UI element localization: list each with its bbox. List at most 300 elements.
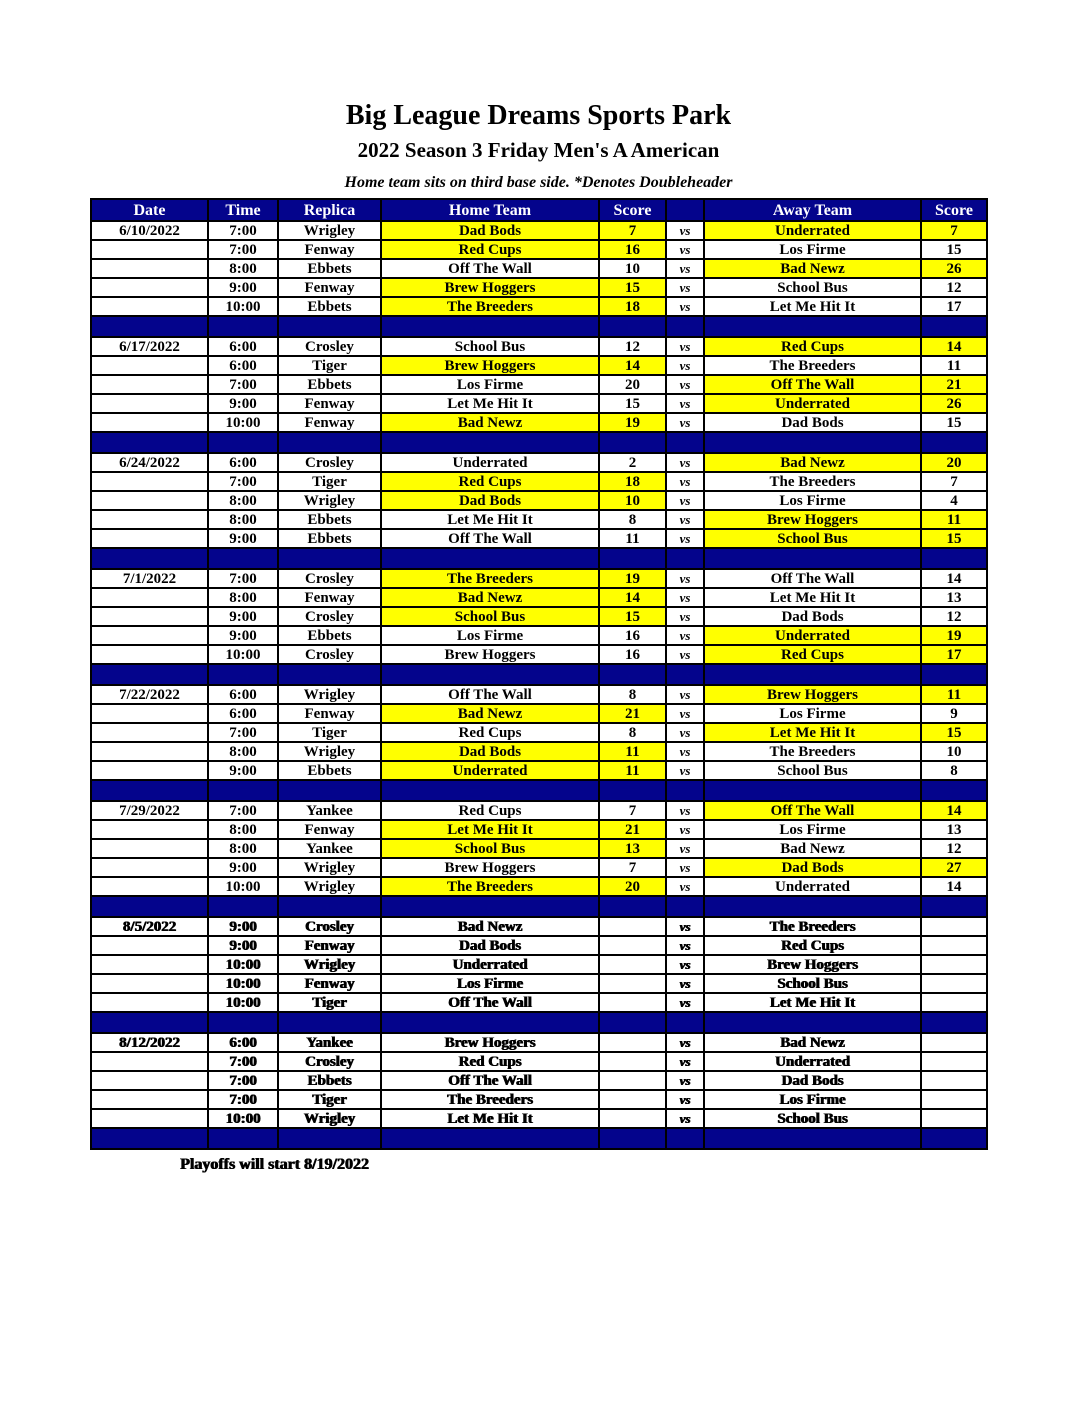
date-cell xyxy=(91,375,208,394)
home-score-cell xyxy=(599,1033,666,1052)
date-cell xyxy=(91,704,208,723)
separator-cell xyxy=(208,664,278,685)
away-team-cell: Underrated xyxy=(704,626,921,645)
separator-cell xyxy=(278,896,381,917)
time-cell: 9:00 xyxy=(208,607,278,626)
home-score-cell: 12 xyxy=(599,337,666,356)
replica-cell: Fenway xyxy=(278,278,381,297)
game-row xyxy=(91,569,987,588)
time-cell: 8:00 xyxy=(208,742,278,761)
away-team-cell: Underrated xyxy=(704,394,921,413)
time-cell: 7:00 xyxy=(208,569,278,588)
vs-cell: vs xyxy=(666,801,704,820)
game-row xyxy=(91,917,987,936)
away-team-cell: Los Firme xyxy=(704,704,921,723)
vs-cell: vs xyxy=(666,993,704,1012)
home-score-cell: 11 xyxy=(599,529,666,548)
replica-cell: Crosley xyxy=(278,453,381,472)
game-row xyxy=(91,685,987,704)
replica-cell: Ebbets xyxy=(278,510,381,529)
separator-cell xyxy=(208,1128,278,1149)
date-cell: 7/29/2022 xyxy=(91,801,208,820)
separator-cell xyxy=(381,780,599,801)
home-team-cell: School Bus xyxy=(381,337,599,356)
game-row xyxy=(91,529,987,548)
home-team-cell: Bad Newz xyxy=(381,413,599,432)
game-row xyxy=(91,607,987,626)
home-score-cell: 14 xyxy=(599,356,666,375)
separator-cell xyxy=(921,664,987,685)
home-team-cell: Red Cups xyxy=(381,1052,599,1071)
replica-cell: Crosley xyxy=(278,645,381,664)
date-cell xyxy=(91,742,208,761)
away-team-cell: Off The Wall xyxy=(704,569,921,588)
home-team-cell: Let Me Hit It xyxy=(381,510,599,529)
date-cell xyxy=(91,993,208,1012)
away-team-cell: Off The Wall xyxy=(704,375,921,394)
away-team-cell: Brew Hoggers xyxy=(704,510,921,529)
home-score-cell: 16 xyxy=(599,626,666,645)
col-header-vs-5 xyxy=(666,199,704,221)
away-score-cell: 26 xyxy=(921,259,987,278)
game-row xyxy=(91,936,987,955)
away-score-cell: 13 xyxy=(921,588,987,607)
week-separator-row xyxy=(91,780,987,801)
home-score-cell: 16 xyxy=(599,240,666,259)
home-team-cell: Brew Hoggers xyxy=(381,645,599,664)
game-row xyxy=(91,704,987,723)
date-cell xyxy=(91,1052,208,1071)
game-row xyxy=(91,221,987,240)
vs-cell: vs xyxy=(666,569,704,588)
replica-cell: Tiger xyxy=(278,1090,381,1109)
separator-cell xyxy=(599,664,666,685)
away-team-cell: Bad Newz xyxy=(704,259,921,278)
replica-cell: Ebbets xyxy=(278,761,381,780)
replica-cell: Crosley xyxy=(278,917,381,936)
time-cell: 8:00 xyxy=(208,491,278,510)
away-score-cell: 9 xyxy=(921,704,987,723)
home-score-cell: 10 xyxy=(599,259,666,278)
away-score-cell: 12 xyxy=(921,278,987,297)
separator-cell xyxy=(704,432,921,453)
vs-cell: vs xyxy=(666,413,704,432)
home-team-cell: Brew Hoggers xyxy=(381,278,599,297)
game-row xyxy=(91,1033,987,1052)
home-team-cell: Bad Newz xyxy=(381,588,599,607)
replica-cell: Fenway xyxy=(278,974,381,993)
replica-cell: Tiger xyxy=(278,356,381,375)
away-score-cell xyxy=(921,1109,987,1128)
page xyxy=(90,0,987,1174)
away-score-cell: 13 xyxy=(921,820,987,839)
time-cell: 10:00 xyxy=(208,645,278,664)
away-team-cell: Dad Bods xyxy=(704,413,921,432)
game-row xyxy=(91,993,987,1012)
home-team-cell: Dad Bods xyxy=(381,742,599,761)
vs-cell: vs xyxy=(666,761,704,780)
date-cell xyxy=(91,1109,208,1128)
replica-cell: Fenway xyxy=(278,820,381,839)
away-team-cell: Red Cups xyxy=(704,337,921,356)
away-score-cell: 15 xyxy=(921,723,987,742)
replica-cell: Fenway xyxy=(278,240,381,259)
time-cell: 6:00 xyxy=(208,704,278,723)
home-score-cell xyxy=(599,1109,666,1128)
home-score-cell xyxy=(599,1071,666,1090)
time-cell: 6:00 xyxy=(208,337,278,356)
date-cell xyxy=(91,761,208,780)
home-score-cell: 7 xyxy=(599,221,666,240)
date-cell: 6/17/2022 xyxy=(91,337,208,356)
away-team-cell: Los Firme xyxy=(704,1090,921,1109)
separator-cell xyxy=(208,1012,278,1033)
col-header-score-7: Score xyxy=(921,199,987,221)
replica-cell: Ebbets xyxy=(278,297,381,316)
separator-cell xyxy=(278,1012,381,1033)
away-score-cell: 4 xyxy=(921,491,987,510)
vs-cell: vs xyxy=(666,917,704,936)
date-cell xyxy=(91,607,208,626)
separator-cell xyxy=(381,1128,599,1149)
vs-cell: vs xyxy=(666,1109,704,1128)
away-score-cell: 12 xyxy=(921,839,987,858)
separator-cell xyxy=(208,548,278,569)
time-cell: 7:00 xyxy=(208,1090,278,1109)
separator-cell xyxy=(91,664,208,685)
replica-cell: Crosley xyxy=(278,1052,381,1071)
away-team-cell: Los Firme xyxy=(704,491,921,510)
date-cell xyxy=(91,588,208,607)
replica-cell: Fenway xyxy=(278,413,381,432)
home-score-cell xyxy=(599,1052,666,1071)
away-team-cell: The Breeders xyxy=(704,917,921,936)
separator-cell xyxy=(381,664,599,685)
home-team-cell: Red Cups xyxy=(381,472,599,491)
time-cell: 7:00 xyxy=(208,375,278,394)
game-row xyxy=(91,877,987,896)
replica-cell: Wrigley xyxy=(278,955,381,974)
separator-cell xyxy=(704,316,921,337)
replica-cell: Ebbets xyxy=(278,626,381,645)
away-team-cell: The Breeders xyxy=(704,472,921,491)
col-header-score-4: Score xyxy=(599,199,666,221)
game-row xyxy=(91,259,987,278)
away-team-cell: Brew Hoggers xyxy=(704,955,921,974)
separator-cell xyxy=(91,896,208,917)
away-team-cell: Bad Newz xyxy=(704,453,921,472)
away-team-cell: Let Me Hit It xyxy=(704,723,921,742)
home-team-cell: Red Cups xyxy=(381,801,599,820)
vs-cell: vs xyxy=(666,337,704,356)
vs-cell: vs xyxy=(666,820,704,839)
home-team-cell: The Breeders xyxy=(381,877,599,896)
time-cell: 9:00 xyxy=(208,394,278,413)
separator-cell xyxy=(921,896,987,917)
replica-cell: Fenway xyxy=(278,588,381,607)
away-score-cell: 8 xyxy=(921,761,987,780)
away-team-cell: Dad Bods xyxy=(704,1071,921,1090)
time-cell: 7:00 xyxy=(208,723,278,742)
home-score-cell xyxy=(599,936,666,955)
vs-cell: vs xyxy=(666,472,704,491)
date-cell xyxy=(91,936,208,955)
separator-cell xyxy=(599,432,666,453)
vs-cell: vs xyxy=(666,240,704,259)
away-score-cell: 17 xyxy=(921,297,987,316)
home-score-cell: 18 xyxy=(599,472,666,491)
time-cell: 6:00 xyxy=(208,453,278,472)
replica-cell: Yankee xyxy=(278,801,381,820)
time-cell: 9:00 xyxy=(208,917,278,936)
game-row xyxy=(91,394,987,413)
home-score-cell: 13 xyxy=(599,839,666,858)
separator-cell xyxy=(381,316,599,337)
page-title: Big League Dreams Sports Park xyxy=(345,100,732,131)
time-cell: 9:00 xyxy=(208,858,278,877)
home-team-cell: Brew Hoggers xyxy=(381,1033,599,1052)
time-cell: 9:00 xyxy=(208,278,278,297)
game-row xyxy=(91,240,987,259)
game-row xyxy=(91,491,987,510)
away-score-cell xyxy=(921,917,987,936)
home-score-cell: 14 xyxy=(599,588,666,607)
time-cell: 8:00 xyxy=(208,510,278,529)
date-cell xyxy=(91,1090,208,1109)
time-cell: 7:00 xyxy=(208,221,278,240)
separator-cell xyxy=(91,1128,208,1149)
away-score-cell: 27 xyxy=(921,858,987,877)
vs-cell: vs xyxy=(666,1090,704,1109)
away-score-cell: 21 xyxy=(921,375,987,394)
home-team-cell: Let Me Hit It xyxy=(381,394,599,413)
home-score-cell: 8 xyxy=(599,510,666,529)
replica-cell: Crosley xyxy=(278,607,381,626)
home-score-cell: 11 xyxy=(599,761,666,780)
away-team-cell: Dad Bods xyxy=(704,858,921,877)
playoffs-note: Playoffs will start 8/19/2022 xyxy=(180,1156,369,1174)
week-separator-row xyxy=(91,548,987,569)
home-team-cell: Dad Bods xyxy=(381,491,599,510)
home-team-cell: Los Firme xyxy=(381,375,599,394)
time-cell: 10:00 xyxy=(208,955,278,974)
time-cell: 8:00 xyxy=(208,839,278,858)
game-row xyxy=(91,337,987,356)
separator-cell xyxy=(666,1012,704,1033)
away-team-cell: Underrated xyxy=(704,221,921,240)
separator-cell xyxy=(666,432,704,453)
home-score-cell: 16 xyxy=(599,645,666,664)
away-score-cell: 11 xyxy=(921,356,987,375)
vs-cell: vs xyxy=(666,1033,704,1052)
vs-cell: vs xyxy=(666,742,704,761)
home-score-cell: 2 xyxy=(599,453,666,472)
time-cell: 7:00 xyxy=(208,1052,278,1071)
home-team-cell: Brew Hoggers xyxy=(381,356,599,375)
date-cell xyxy=(91,297,208,316)
vs-cell: vs xyxy=(666,839,704,858)
game-row xyxy=(91,645,987,664)
vs-cell: vs xyxy=(666,394,704,413)
replica-cell: Ebbets xyxy=(278,529,381,548)
separator-cell xyxy=(704,548,921,569)
game-row xyxy=(91,801,987,820)
separator-cell xyxy=(666,664,704,685)
home-team-cell: Red Cups xyxy=(381,240,599,259)
separator-cell xyxy=(666,896,704,917)
date-cell xyxy=(91,974,208,993)
vs-cell: vs xyxy=(666,645,704,664)
home-team-cell: The Breeders xyxy=(381,569,599,588)
away-team-cell: Underrated xyxy=(704,1052,921,1071)
vs-cell: vs xyxy=(666,221,704,240)
date-cell xyxy=(91,472,208,491)
separator-cell xyxy=(278,548,381,569)
separator-cell xyxy=(278,664,381,685)
away-score-cell: 11 xyxy=(921,510,987,529)
separator-cell xyxy=(666,780,704,801)
date-cell xyxy=(91,723,208,742)
time-cell: 10:00 xyxy=(208,993,278,1012)
home-score-cell: 15 xyxy=(599,394,666,413)
vs-cell: vs xyxy=(666,607,704,626)
vs-cell: vs xyxy=(666,936,704,955)
home-team-cell: Off The Wall xyxy=(381,259,599,278)
separator-cell xyxy=(921,780,987,801)
separator-cell xyxy=(599,1128,666,1149)
away-team-cell: The Breeders xyxy=(704,742,921,761)
game-row xyxy=(91,413,987,432)
game-row xyxy=(91,453,987,472)
date-cell: 7/22/2022 xyxy=(91,685,208,704)
away-score-cell: 26 xyxy=(921,394,987,413)
date-cell xyxy=(91,394,208,413)
game-row xyxy=(91,472,987,491)
home-score-cell: 7 xyxy=(599,858,666,877)
week-separator-row xyxy=(91,1012,987,1033)
separator-cell xyxy=(921,1012,987,1033)
date-cell: 8/12/2022 xyxy=(91,1033,208,1052)
separator-cell xyxy=(381,432,599,453)
home-score-cell: 15 xyxy=(599,278,666,297)
separator-cell xyxy=(599,1012,666,1033)
home-team-cell: The Breeders xyxy=(381,1090,599,1109)
home-team-cell: Off The Wall xyxy=(381,685,599,704)
separator-cell xyxy=(921,548,987,569)
time-cell: 7:00 xyxy=(208,472,278,491)
vs-cell: vs xyxy=(666,704,704,723)
col-header-away-team-6: Away Team xyxy=(704,199,921,221)
replica-cell: Yankee xyxy=(278,1033,381,1052)
vs-cell: vs xyxy=(666,356,704,375)
home-team-note: Home team sits on third base side. *Denotes Doubleheader xyxy=(344,174,733,192)
header-row xyxy=(91,199,987,221)
game-row xyxy=(91,723,987,742)
away-team-cell: Bad Newz xyxy=(704,1033,921,1052)
vs-cell: vs xyxy=(666,1052,704,1071)
home-team-cell: Underrated xyxy=(381,761,599,780)
page-subtitle: 2022 Season 3 Friday Men's A American xyxy=(357,138,720,163)
separator-cell xyxy=(666,548,704,569)
away-score-cell xyxy=(921,936,987,955)
week-separator-row xyxy=(91,432,987,453)
vs-cell: vs xyxy=(666,723,704,742)
separator-cell xyxy=(704,780,921,801)
home-team-cell: Bad Newz xyxy=(381,704,599,723)
time-cell: 6:00 xyxy=(208,1033,278,1052)
home-score-cell: 20 xyxy=(599,877,666,896)
game-row xyxy=(91,955,987,974)
replica-cell: Yankee xyxy=(278,839,381,858)
col-header-home-team-3: Home Team xyxy=(381,199,599,221)
vs-cell: vs xyxy=(666,877,704,896)
home-team-cell: Los Firme xyxy=(381,974,599,993)
separator-cell xyxy=(666,316,704,337)
date-cell: 6/24/2022 xyxy=(91,453,208,472)
away-team-cell: Bad Newz xyxy=(704,839,921,858)
game-row xyxy=(91,858,987,877)
away-score-cell xyxy=(921,1033,987,1052)
home-score-cell: 19 xyxy=(599,413,666,432)
separator-cell xyxy=(921,1128,987,1149)
separator-cell xyxy=(208,780,278,801)
vs-cell: vs xyxy=(666,259,704,278)
week-separator-row xyxy=(91,316,987,337)
home-team-cell: Red Cups xyxy=(381,723,599,742)
separator-cell xyxy=(599,780,666,801)
separator-cell xyxy=(91,1012,208,1033)
game-row xyxy=(91,356,987,375)
away-score-cell: 15 xyxy=(921,413,987,432)
home-score-cell: 15 xyxy=(599,607,666,626)
time-cell: 10:00 xyxy=(208,413,278,432)
col-header-replica-2: Replica xyxy=(278,199,381,221)
separator-cell xyxy=(921,316,987,337)
home-score-cell xyxy=(599,955,666,974)
home-team-cell: Dad Bods xyxy=(381,936,599,955)
time-cell: 7:00 xyxy=(208,1071,278,1090)
game-row xyxy=(91,1109,987,1128)
schedule-table xyxy=(90,198,988,1150)
home-team-cell: Off The Wall xyxy=(381,529,599,548)
away-score-cell xyxy=(921,955,987,974)
home-team-cell: Underrated xyxy=(381,453,599,472)
home-team-cell: Los Firme xyxy=(381,626,599,645)
separator-cell xyxy=(921,432,987,453)
home-team-cell: Let Me Hit It xyxy=(381,820,599,839)
date-cell xyxy=(91,240,208,259)
away-team-cell: Red Cups xyxy=(704,936,921,955)
time-cell: 9:00 xyxy=(208,626,278,645)
game-row xyxy=(91,588,987,607)
vs-cell: vs xyxy=(666,297,704,316)
away-team-cell: Off The Wall xyxy=(704,801,921,820)
vs-cell: vs xyxy=(666,491,704,510)
away-score-cell: 14 xyxy=(921,569,987,588)
col-header-time-1: Time xyxy=(208,199,278,221)
home-team-cell: Dad Bods xyxy=(381,221,599,240)
home-score-cell: 18 xyxy=(599,297,666,316)
time-cell: 6:00 xyxy=(208,685,278,704)
away-score-cell: 20 xyxy=(921,453,987,472)
time-cell: 10:00 xyxy=(208,1109,278,1128)
date-cell xyxy=(91,820,208,839)
away-team-cell: Brew Hoggers xyxy=(704,685,921,704)
home-team-cell: Underrated xyxy=(381,955,599,974)
replica-cell: Wrigley xyxy=(278,858,381,877)
vs-cell: vs xyxy=(666,974,704,993)
away-team-cell: Dad Bods xyxy=(704,607,921,626)
